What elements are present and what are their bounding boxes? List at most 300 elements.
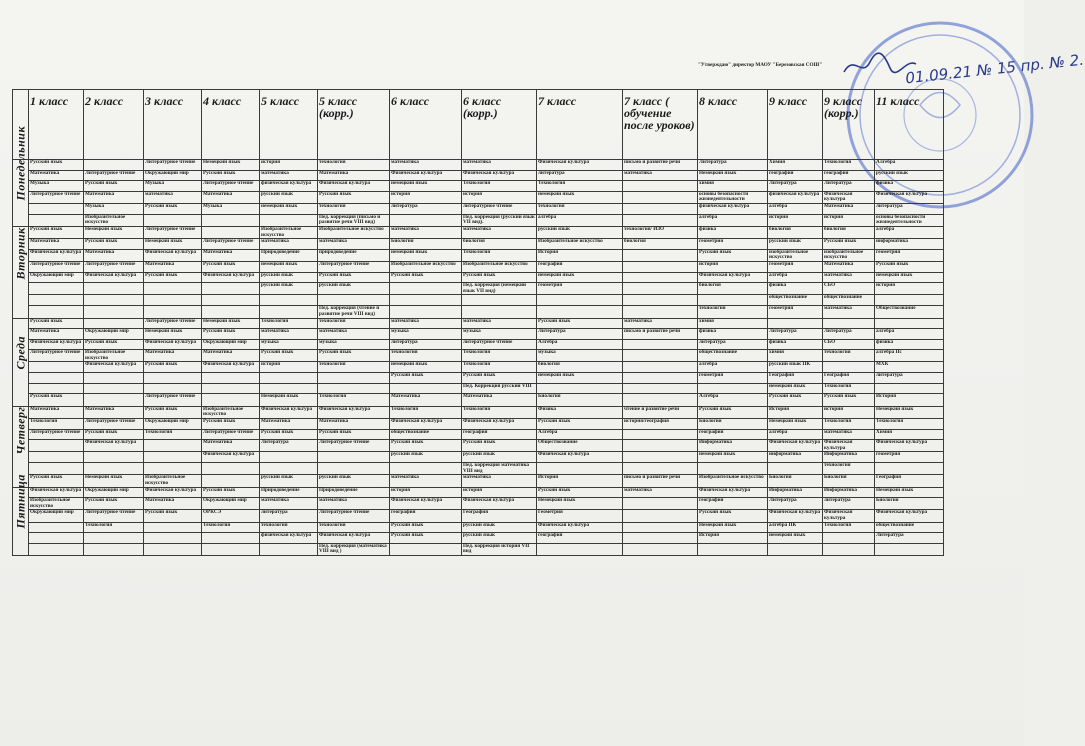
lesson-cell [29,306,84,319]
lesson-cell [462,295,537,306]
lesson-cell: СБО [823,283,875,295]
lesson-cell: история [875,283,944,295]
lesson-cell: Математика [390,394,462,407]
lesson-cell: физическая культура [260,533,318,544]
lesson-cell: Немецкий язык [144,329,202,340]
lesson-cell: Физическая культура [202,362,260,373]
lesson-cell: литература [537,170,623,181]
lesson-cell: Литературное чтение [29,262,84,273]
lesson-row [13,181,944,192]
lesson-cell: география [537,533,623,544]
lesson-cell: Русский язык [202,329,260,340]
lesson-cell [390,283,462,295]
lesson-cell: алгебра [698,362,768,373]
lesson-cell: Информатика [768,487,823,498]
lesson-cell: математика [462,227,537,239]
lesson-cell: Математика [84,191,144,203]
lesson-cell [875,543,944,556]
lesson-cell: Технология [144,429,202,440]
column-header: 4 класс [202,90,260,160]
lesson-cell: Пед. коррекция история VII вид [462,543,537,556]
lesson-cell: География [768,373,823,384]
lesson-cell: Изобразительное искусство [144,475,202,488]
lesson-cell: Физическая культура [318,533,390,544]
lesson-cell: технология [260,522,318,533]
lesson-cell: физика [768,283,823,295]
lesson-cell: Русский язык [318,272,390,283]
lesson-cell [29,533,84,544]
lesson-cell: Биология [875,498,944,510]
lesson-cell: Технология [823,522,875,533]
lesson-cell: математика [390,475,462,488]
lesson-cell: Русский язык [875,262,944,273]
lesson-cell [29,543,84,556]
lesson-cell: Изобразительное искусство [260,227,318,239]
lesson-cell: Литературное чтение [144,394,202,407]
lesson-cell: Русский язык [390,533,462,544]
lesson-cell: Литературное чтение [84,170,144,181]
lesson-cell: Русский язык [537,487,623,498]
lesson-cell: геометрия [768,262,823,273]
lesson-row [13,306,944,319]
lesson-cell [623,394,698,407]
lesson-cell: Немецкий язык [144,239,202,250]
lesson-cell: алгебра [537,214,623,227]
lesson-cell [623,262,698,273]
lesson-cell [260,295,318,306]
lesson-cell: геометрия [875,452,944,463]
lesson-cell [875,383,944,394]
lesson-cell: Немецкий язык [84,475,144,488]
lesson-cell: история [390,191,462,203]
lesson-cell: Алгебра [537,339,623,350]
lesson-cell: Пед. коррекция (чтение и развитие речи VIII вид) [318,306,390,319]
lesson-cell: Математика [202,249,260,261]
lesson-cell: Пед. Коррекция русский VIII [462,383,537,394]
lesson-cell: Изобразительное искусство [202,406,260,418]
lesson-cell: Физическая культура [462,498,537,510]
lesson-cell: Русский язык [318,429,390,440]
lesson-cell: Математика [29,170,84,181]
column-header: 9 класс [768,90,823,160]
lesson-cell: информатика [875,239,944,250]
lesson-cell: История [875,394,944,407]
lesson-cell [84,452,144,463]
lesson-cell: Литературное чтение [144,318,202,329]
lesson-cell: математика [462,318,537,329]
lesson-cell [537,306,623,319]
lesson-cell [537,462,623,474]
lesson-cell: обществознание [698,350,768,362]
lesson-cell: технология/ ИЗО [623,227,698,239]
lesson-cell [623,339,698,350]
day-label [13,474,29,556]
lesson-cell: Русский язык [462,440,537,452]
lesson-cell [84,383,144,394]
lesson-cell: История [537,249,623,261]
lesson-cell [390,306,462,319]
lesson-cell [144,543,202,556]
lesson-cell: история [260,362,318,373]
lesson-cell: русский язык [318,475,390,488]
lesson-cell: Русский язык [29,160,84,171]
lesson-cell: Физическая культура [462,170,537,181]
lesson-cell: Немецкий язык [537,498,623,510]
lesson-cell: Русский язык [260,350,318,362]
lesson-cell: история [823,406,875,418]
lesson-cell: Технология [462,249,537,261]
lesson-cell: Литературное чтение [318,262,390,273]
lesson-row [13,227,944,239]
lesson-cell: география [823,170,875,181]
lesson-cell: Химия [768,160,823,171]
lesson-cell: немецкий язык [768,383,823,394]
lesson-cell: физика [698,227,768,239]
lesson-cell [823,543,875,556]
lesson-cell: немецкий язык [390,362,462,373]
lesson-cell: русский язык [462,533,537,544]
lesson-cell: немецкий язык [260,262,318,273]
lesson-cell [623,543,698,556]
lesson-cell: Окружающий мир [202,339,260,350]
lesson-cell: письмо и развитие речи [623,329,698,340]
lesson-cell [144,283,202,295]
lesson-cell: Русский язык [537,418,623,429]
lesson-row [13,160,944,171]
lesson-cell: обществознание [875,522,944,533]
lesson-cell: Немецкий язык [875,406,944,418]
lesson-cell: история [823,214,875,227]
lesson-cell: Физическая культура [390,498,462,510]
lesson-cell: Технология [823,160,875,171]
lesson-cell: география [768,170,823,181]
lesson-cell: Литература [823,329,875,340]
lesson-cell [390,543,462,556]
lesson-cell: Русский язык [698,510,768,522]
lesson-row [13,295,944,306]
lesson-cell: Биология [390,239,462,250]
column-header: 6 класс [390,90,462,160]
lesson-cell [768,543,823,556]
lesson-cell: Физическая культура [462,418,537,429]
lesson-cell: Музыка [144,181,202,192]
lesson-cell: Окружающий мир [29,510,84,522]
lesson-cell [29,362,84,373]
lesson-cell: математика [260,498,318,510]
lesson-cell: Литературное чтение [29,429,84,440]
lesson-cell: Русский язык [84,498,144,510]
lesson-cell: Литературное чтение [144,160,202,171]
lesson-cell [768,318,823,329]
lesson-cell: Окружающий мир [144,170,202,181]
lesson-cell: алгебра [698,214,768,227]
lesson-cell: Физическая культура [823,510,875,522]
lesson-cell [623,383,698,394]
lesson-cell: природоведение [318,249,390,261]
lesson-cell: музыка [260,339,318,350]
lesson-cell: Литература [768,498,823,510]
lesson-cell: Обществознание [537,440,623,452]
lesson-cell: Изобразительное искусство [84,350,144,362]
column-header: 9 класс (корр.) [823,90,875,160]
lesson-cell: Алгебра [537,429,623,440]
lesson-cell: история [462,191,537,203]
lesson-cell [623,362,698,373]
lesson-cell: литература [875,373,944,384]
lesson-row [13,406,944,418]
lesson-cell: Физическая культура [318,406,390,418]
lesson-cell: русский язык [260,272,318,283]
lesson-cell: геометрия [768,306,823,319]
day-name: Четверг [13,406,28,455]
lesson-cell: география [462,429,537,440]
lesson-cell: Биология [698,418,768,429]
lesson-cell: Русский язык [537,318,623,329]
lesson-row [13,249,944,261]
lesson-cell: Алгебра [875,160,944,171]
lesson-cell: музыка [390,329,462,340]
lesson-cell: Физическая культура [29,339,84,350]
lesson-cell: геометрия [875,249,944,261]
lesson-cell [84,160,144,171]
lesson-cell: Литература [260,440,318,452]
lesson-cell: Химия [875,429,944,440]
lesson-cell: Физическая культура [84,440,144,452]
lesson-cell: физика [875,181,944,192]
lesson-cell: история/география [623,418,698,429]
lesson-cell: физика [768,339,823,350]
lesson-cell: Русский язык [144,406,202,418]
lesson-cell: Математика [84,249,144,261]
lesson-cell: математика [623,170,698,181]
lesson-cell: Русский язык [823,394,875,407]
lesson-cell: Математика [260,418,318,429]
lesson-cell [623,440,698,452]
header-row [13,90,944,160]
lesson-cell: Физическая культура [768,510,823,522]
lesson-cell: обществознание [823,295,875,306]
lesson-cell: Математика [202,350,260,362]
lesson-cell [260,462,318,474]
lesson-cell [29,214,84,227]
lesson-cell: Русский язык [202,418,260,429]
lesson-cell: Русский язык [390,522,462,533]
lesson-cell: алгебра ПК [768,522,823,533]
lesson-cell: история [260,160,318,171]
lesson-cell [623,306,698,319]
lesson-cell: Физическая культура [202,272,260,283]
column-header: 6 класс (корр.) [462,90,537,160]
lesson-cell: Информатика [698,440,768,452]
lesson-cell [623,373,698,384]
lesson-cell: технология [823,350,875,362]
lesson-cell [698,462,768,474]
lesson-cell: Русский язык [29,394,84,407]
lesson-cell: Физическая культура [537,522,623,533]
lesson-cell [144,214,202,227]
lesson-cell: Русский язык [84,239,144,250]
lesson-cell: Информатика [823,452,875,463]
lesson-cell: физика [875,339,944,350]
column-header: 5 класс [260,90,318,160]
lesson-cell: Физическая культура [823,191,875,203]
lesson-cell: Физическая культура [875,191,944,203]
lesson-cell: Литературное чтение [144,227,202,239]
lesson-cell: немецкий язык [698,452,768,463]
lesson-cell [202,295,260,306]
lesson-cell: Литература [823,181,875,192]
lesson-cell: Литературное чтение [202,181,260,192]
lesson-cell: Изобразительное искусство [318,227,390,239]
lesson-cell: Русский язык [390,272,462,283]
lesson-cell [144,452,202,463]
lesson-cell: Изобразительное искусство [29,498,84,510]
lesson-cell [623,214,698,227]
lesson-cell: технология [318,522,390,533]
lesson-cell: Музыка [84,203,144,214]
lesson-cell: алгебра Пс [875,350,944,362]
lesson-cell: Технология [462,181,537,192]
lesson-cell [537,383,623,394]
lesson-cell [623,181,698,192]
lesson-row [13,362,944,373]
lesson-cell [202,394,260,407]
lesson-cell [260,306,318,319]
lesson-cell: Геометрия [537,510,623,522]
lesson-cell [144,533,202,544]
lesson-cell: Русский язык [202,262,260,273]
lesson-cell: Физическая культура [390,170,462,181]
lesson-cell: Литература [875,533,944,544]
lesson-cell: математика [390,227,462,239]
lesson-cell [84,318,144,329]
lesson-cell [623,350,698,362]
lesson-cell: география [698,498,768,510]
lesson-cell: Физическая культура [537,452,623,463]
lesson-cell: математика [318,329,390,340]
lesson-cell: Русский язык [260,429,318,440]
lesson-cell: Русский язык [202,487,260,498]
lesson-cell [260,543,318,556]
lesson-cell [768,462,823,474]
lesson-cell: География [462,510,537,522]
lesson-cell [318,462,390,474]
lesson-cell: русский язык ПК [768,362,823,373]
lesson-cell [318,452,390,463]
lesson-cell: Технология [318,394,390,407]
lesson-cell: Немецкий язык [202,160,260,171]
lesson-cell: немецкий язык [768,533,823,544]
lesson-row [13,373,944,384]
lesson-cell: Технология [823,383,875,394]
lesson-cell: Литература [768,181,823,192]
lesson-cell: математика [390,160,462,171]
lesson-cell: математика [260,329,318,340]
lesson-cell: Литературное чтение [202,239,260,250]
lesson-cell: Математика [318,170,390,181]
lesson-cell: Литература [698,160,768,171]
lesson-cell: Русский язык [144,272,202,283]
lesson-cell: Технология [823,418,875,429]
lesson-row [13,475,944,488]
lesson-row [13,452,944,463]
lesson-cell: изобразительное искусство [823,249,875,261]
lesson-cell: технология [537,203,623,214]
lesson-cell [390,383,462,394]
lesson-cell [29,295,84,306]
lesson-cell [144,373,202,384]
lesson-cell: Физика [537,406,623,418]
lesson-cell: Информатика [823,487,875,498]
lesson-cell [623,272,698,283]
lesson-cell: математика [390,318,462,329]
lesson-cell: Алгебра [698,394,768,407]
lesson-cell: математика [623,487,698,498]
lesson-cell: Окружающий мир [84,487,144,498]
lesson-cell: Технология [390,406,462,418]
lesson-cell: Технология [29,418,84,429]
lesson-row [13,487,944,498]
lesson-cell: русский язык [260,475,318,488]
day-label [13,125,29,227]
lesson-cell [144,522,202,533]
lesson-cell: Литературное чтение [202,429,260,440]
column-header: 7 класс ( обучение после уроков) [623,90,698,160]
lesson-cell: Русский язык [29,227,84,239]
lesson-cell [623,510,698,522]
lesson-cell [623,498,698,510]
lesson-cell: История [768,406,823,418]
column-header: 5 класс (корр.) [318,90,390,160]
lesson-cell [84,533,144,544]
lesson-cell: Физическая культура [875,510,944,522]
lesson-cell: Математика [84,406,144,418]
lesson-cell: Математика [823,262,875,273]
lesson-cell [202,227,260,239]
lesson-cell [29,283,84,295]
lesson-cell: русский язык [318,283,390,295]
lesson-cell [84,394,144,407]
schedule-table [12,89,944,556]
lesson-cell [390,462,462,474]
lesson-cell [318,295,390,306]
lesson-cell: математика [623,318,698,329]
lesson-cell [537,295,623,306]
lesson-cell: технология [698,306,768,319]
lesson-cell: Изобразительное искусство [390,262,462,273]
lesson-cell: Математика [144,262,202,273]
lesson-cell: Русский язык [823,239,875,250]
lesson-cell: обществознание [768,295,823,306]
lesson-cell: немецкий язык [875,272,944,283]
column-header: 1 класс [29,90,84,160]
lesson-cell: Немецкий язык [202,318,260,329]
lesson-cell: Окружающий мир [84,329,144,340]
lesson-cell: геометрия [537,283,623,295]
lesson-row [13,239,944,250]
lesson-row [13,440,944,452]
lesson-cell: Русский язык [698,249,768,261]
lesson-cell: Математика [29,406,84,418]
lesson-cell [698,295,768,306]
approval-line: "Утверждаю" директор МАОУ "Березовская СОШ" [698,62,823,68]
lesson-cell: История [537,475,623,488]
lesson-cell: математика [144,191,202,203]
lesson-cell: химия [698,318,768,329]
lesson-cell: Технология [84,522,144,533]
lesson-cell [144,440,202,452]
lesson-cell [623,452,698,463]
